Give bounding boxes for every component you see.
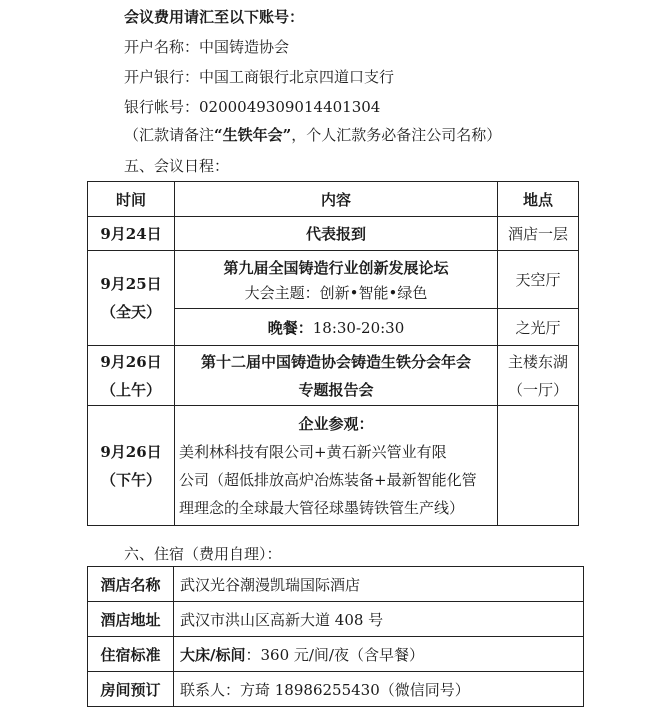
table-row: [88, 672, 584, 707]
remittance-note: [124, 124, 501, 145]
account-name: 开户名称：中国铸造协会: [124, 38, 290, 56]
schedule-heading: 五、会议日程：: [124, 157, 230, 175]
note-prefix: （汇款请备注: [124, 126, 215, 144]
content-line: 第十二届中国铸造协会铸造生铁分会年会: [200, 352, 471, 371]
table-row: [88, 346, 579, 406]
date-cell: [88, 346, 175, 406]
content-line: 公司（超低排放高炉冶炼装备+最新智能化管: [179, 470, 477, 489]
content-cell: [175, 346, 498, 406]
lodging-heading: 六、住宿（费用自理）：: [124, 545, 282, 563]
dinner-label: 晚餐：: [267, 318, 313, 337]
schedule-table: [87, 181, 579, 526]
content-cell: 代表报到: [175, 217, 498, 251]
note-suffix: ，个人汇款务必备注公司名称）: [291, 126, 502, 144]
location-line: 主楼东湖: [507, 352, 568, 371]
date-text: 9月26日: [100, 352, 162, 371]
location-cell: 之光厅: [498, 309, 579, 346]
date-note: （上午）: [100, 380, 161, 399]
date-text: 9月25日: [100, 275, 162, 293]
content-cell: [175, 309, 498, 346]
date-note: （下午）: [100, 470, 161, 489]
account-number: 银行帐号：0200049309014401304: [124, 98, 381, 116]
table-row: [88, 637, 584, 672]
dinner-time: 18:30-20:30: [312, 318, 405, 337]
date-cell: [88, 406, 175, 526]
date-cell: 9月24日: [88, 217, 175, 251]
table-row: [88, 567, 584, 602]
location-cell: 天空厅: [498, 251, 579, 309]
hotel-name-value: 武汉光谷潮漫凯瑞国际酒店: [174, 567, 584, 602]
content-line: 理理念的全球最大管径球墨铸铁管生产线）: [179, 498, 465, 517]
location-line: （一厅）: [507, 380, 568, 399]
table-row: [88, 217, 579, 251]
content-cell: [175, 251, 498, 309]
header-location: 地点: [498, 182, 579, 217]
header-content: 内容: [175, 182, 498, 217]
hotel-name-label: 酒店名称: [88, 567, 174, 602]
table-row: [88, 602, 584, 637]
note-emphasis: “生铁年会”: [214, 126, 292, 144]
booking-contact: 联系人：方琦 18986255430（微信同号）: [174, 672, 584, 707]
schedule-header-row: [88, 182, 579, 217]
table-row: [88, 251, 579, 309]
date-cell: [88, 251, 175, 346]
room-price: ：360 元/间/夜（含早餐）: [245, 645, 424, 664]
payment-heading: 会议费用请汇至以下账号：: [124, 8, 305, 26]
hotel-address-value: 武汉市洪山区高新大道 408 号: [174, 602, 584, 637]
booking-label: 房间预订: [88, 672, 174, 707]
header-time: 时间: [88, 182, 175, 217]
lodging-table: [87, 566, 584, 707]
room-standard-value: [174, 637, 584, 672]
date-text: 9月26日: [100, 442, 162, 461]
date-note: （全天）: [100, 303, 161, 321]
location-cell: 酒店一层: [498, 217, 579, 251]
content-title: 第九届全国铸造行业创新发展论坛: [223, 258, 449, 277]
bank-name: 开户银行：中国工商银行北京四道口支行: [124, 68, 395, 86]
room-type: 大床/标间: [180, 645, 246, 664]
location-cell: [498, 406, 579, 526]
content-cell: [175, 406, 498, 526]
content-line: 美利林科技有限公司+黄石新兴管业有限: [179, 442, 447, 461]
room-standard-label: 住宿标准: [88, 637, 174, 672]
table-row: [88, 406, 579, 526]
location-cell: [498, 346, 579, 406]
hotel-address-label: 酒店地址: [88, 602, 174, 637]
content-title: 企业参观：: [298, 414, 374, 433]
content-subtitle: 大会主题：创新•智能•绿色: [244, 283, 428, 302]
content-line: 专题报告会: [298, 380, 374, 399]
